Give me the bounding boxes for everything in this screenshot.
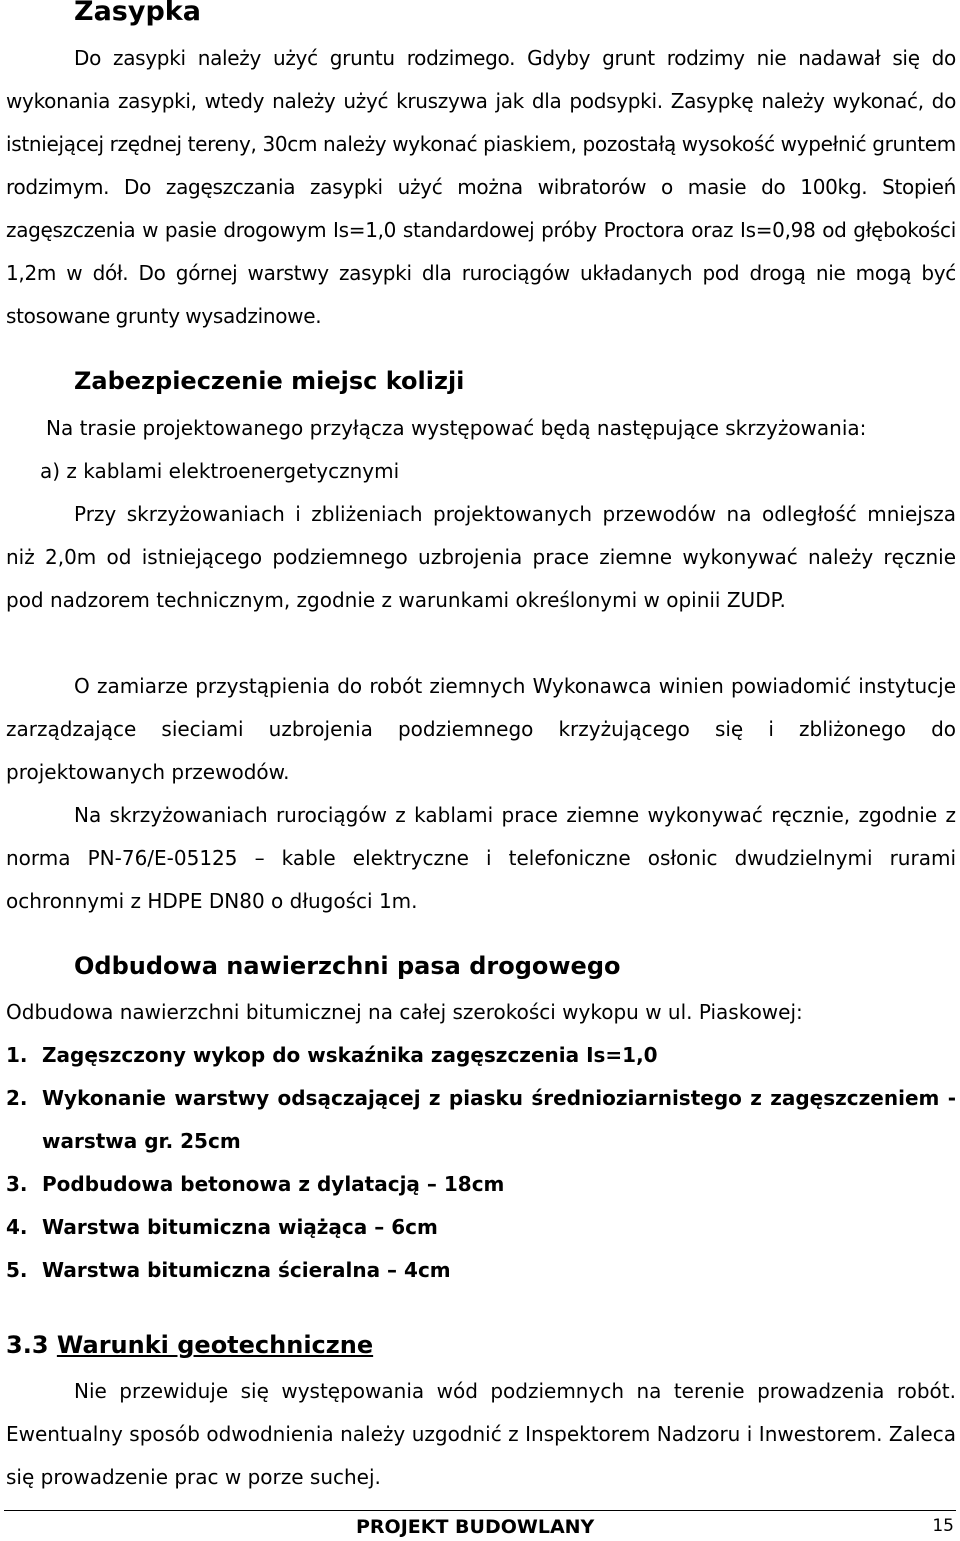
kolizje-intro: Na trasie projektowanego przyłącza występować będą następujące skrzyżowania: xyxy=(46,416,867,440)
kolizje-paragraph-2: O zamiarze przystąpienia do robót ziemnych Wykonawca winien powiadomić instytucje zarządzające sieciami uzbrojenia podziemnego krzyżującego się i zbliżonego do projektowanych przewodów. xyxy=(6,674,956,784)
section-title-zasypka: Zasypka xyxy=(74,0,201,27)
kolizje-paragraph-1: Przy skrzyżowaniach i zbliżeniach projektowanych przewodów na odległość mniejsza niż 2,0m od istniejącego podziemnego uzbrojenia prace ziemne wykonywać należy ręcznie pod nadzorem technicznym, zgodnie z warunkami określonymi w opinii ZUDP. xyxy=(6,502,956,612)
odbudowa-list xyxy=(6,1034,956,1292)
zasypka-paragraph: Do zasypki należy użyć gruntu rodzimego. Gdyby grunt rodzimy nie nadawał się do wykonania zasypki, wtedy należy użyć kruszywa jak dla podsypki. Zasypkę należy wykonać, do istniejącej rzędnej tereny, 30cm należy wykonać piaskiem, pozostałą wysokość wypełnić gruntem rodzimym. Do zagęszczania zasypki użyć można wibratorów o masie do 100kg. Stopień zagęszczenia w pasie drogowym Is=1,0 standardowej próby Proctora oraz Is=0,98 od głębokości 1,2m w dół. Do górnej warstwy zasypki dla rurociągów układanych pod drogą nie mogą być stosowane grunty wysadzinowe. xyxy=(6,46,956,328)
geo-paragraph: Nie przewiduje się występowania wód podziemnych na terenie prowadzenia robót. Ewentualny sposób odwodnienia należy uzgodnić z Inspektorem Nadzoru i Inwestorem. Zaleca się prowadzenie prac w porze suchej. xyxy=(6,1379,956,1489)
footer-divider xyxy=(4,1510,956,1511)
list-item: 3. Podbudowa betonowa z dylatacją – 18cm xyxy=(6,1172,505,1196)
list-item: 1. Zagęszczony wykop do wskaźnika zagęszczenia Is=1,0 xyxy=(6,1043,658,1067)
kolizje-paragraph-3: Na skrzyżowaniach rurociągów z kablami prace ziemne wykonywać ręcznie, zgodnie z norma PN-76/E-05125 – kable elektryczne i telefoniczne osłonic dwudzielnymi rurami ochronnymi z HDPE DN80 o długości 1m. xyxy=(6,803,956,913)
footer-label: PROJEKT BUDOWLANY xyxy=(356,1516,595,1538)
list-item: 4. Warstwa bitumiczna wiążąca – 6cm xyxy=(6,1215,438,1239)
kolizje-item-a: a) z kablami elektroenergetycznymi xyxy=(40,459,400,483)
section-number: 3.3 xyxy=(6,1331,49,1359)
section-title-kolizje: Zabezpieczenie miejsc kolizji xyxy=(74,367,465,395)
odbudowa-intro: Odbudowa nawierzchni bitumicznej na całej szerokości wykopu w ul. Piaskowej: xyxy=(6,1000,803,1024)
list-item: 5. Warstwa bitumiczna ścieralna – 4cm xyxy=(6,1258,451,1282)
list-item: 2. Wykonanie warstwy odsączającej z piasku średnioziarnistego z zagęszczeniem - warstwa gr. 25cm xyxy=(6,1086,956,1153)
page-number: 15 xyxy=(932,1516,954,1536)
section-title-odbudowa: Odbudowa nawierzchni pasa drogowego xyxy=(74,952,621,980)
section-heading: Warunki geotechniczne xyxy=(56,1331,374,1359)
section-title-geotechnika xyxy=(6,1325,373,1365)
